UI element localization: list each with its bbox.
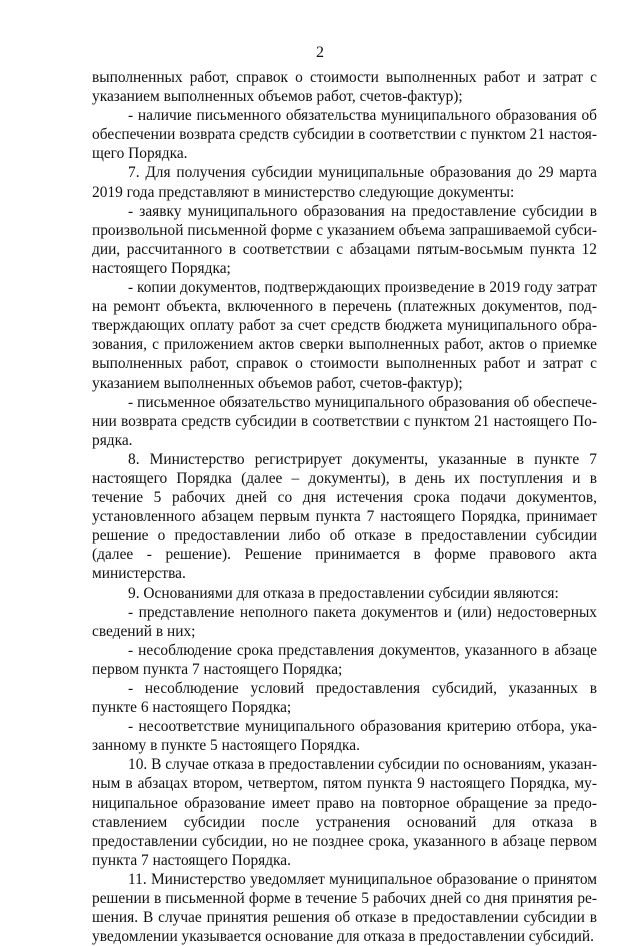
- paragraph-9-item-deadline: - несоблюдение срока представления документов, указанного в абзаце первом пункта 7 настоящего Порядка;: [92, 641, 597, 678]
- paragraph-10: 10. В случае отказа в предоставлении субсидии по основаниям, указанным в абзацах втором, четвертом, пятом пункта 9 настоящего Порядка, муниципальное образование имеет право на повторное обращение за предоставлением субсидии после устранения оснований для отказа в предоставлении субсидии, но не позднее срока, указанного в абзаце первом пункта 7 настоящего Порядка.: [92, 756, 597, 869]
- paragraph-7-item-obligation: - письменное обязательство муниципального образования об обеспечении возврата средств субсидии в соответствии с пунктом 21 настоящего Порядка.: [92, 393, 597, 449]
- paragraph-11: 11. Министерство уведомляет муниципальное образование о принятом решении в письменной форме в течение 5 рабочих дней со дня принятия решения. В случае принятия решения об отказе в предоставлении субсидии в уведомлении указывается основание для отказа в предоставлении субсидий.: [92, 870, 597, 946]
- document-body: [92, 68, 597, 946]
- page-number: 2: [316, 44, 324, 61]
- paragraph-7-item-application: - заявку муниципального образования на предоставление субсидии в произвольной письменной форме с указанием объема запрашиваемой субсидии, рассчитанного в соответствии с абзацами пятым-восьмым пункта 12 настоящего Порядка;: [92, 202, 597, 277]
- paragraph-9-item-criterion: - несоответствие муниципального образования критерию отбора, указанному в пункте 5 настоящего Порядка.: [92, 718, 597, 755]
- paragraph-9-item-conditions: - несоблюдение условий предоставления субсидий, указанных в пункте 6 настоящего Порядка;: [92, 680, 597, 717]
- paragraph-7: 7. Для получения субсидии муниципальные образования до 29 марта 2019 года представляют в министерство следующие документы:: [92, 164, 597, 201]
- paragraph-9: 9. Основаниями для отказа в предоставлении субсидии являются:: [128, 584, 559, 602]
- paragraph-7-item-document-copies: - копии документов, подтверждающих произведение в 2019 году затрат на ремонт объекта, включенного в перечень (платежных документов, подтверждающих оплату работ за счет средств бюджета муниципального образования, с приложением актов сверки выполненных работ, актов о приемке выполненных работ, справок о стоимости выполненных работ и затрат с указанием выполненных объемов работ, счетов-фактур);: [92, 279, 597, 392]
- paragraph-9-item-incomplete-package: - представление неполного пакета документов и (или) недостоверных сведений в них;: [92, 603, 597, 640]
- paragraph-obligation-item: - наличие письменного обязательства муниципального образования об обеспечении возврата средств субсидии в соответствии с пунктом 21 настоящего Порядка.: [92, 107, 597, 163]
- paragraph-continuation: выполненных работ, справок о стоимости выполненных работ и затрат с указанием выполненных объемов работ, счетов-фактур);: [92, 69, 597, 106]
- paragraph-8: 8. Министерство регистрирует документы, указанные в пункте 7 настоящего Порядка (далее – документы), в день их поступления и в течение 5 рабочих дней со дня истечения срока подачи документов, установленного абзацем первым пункта 7 настоящего Порядка, принимает решение о предоставлении либо об отказе в предоставлении субсидии (далее - решение). Решение принимается в форме правового акта министерства.: [92, 450, 597, 583]
